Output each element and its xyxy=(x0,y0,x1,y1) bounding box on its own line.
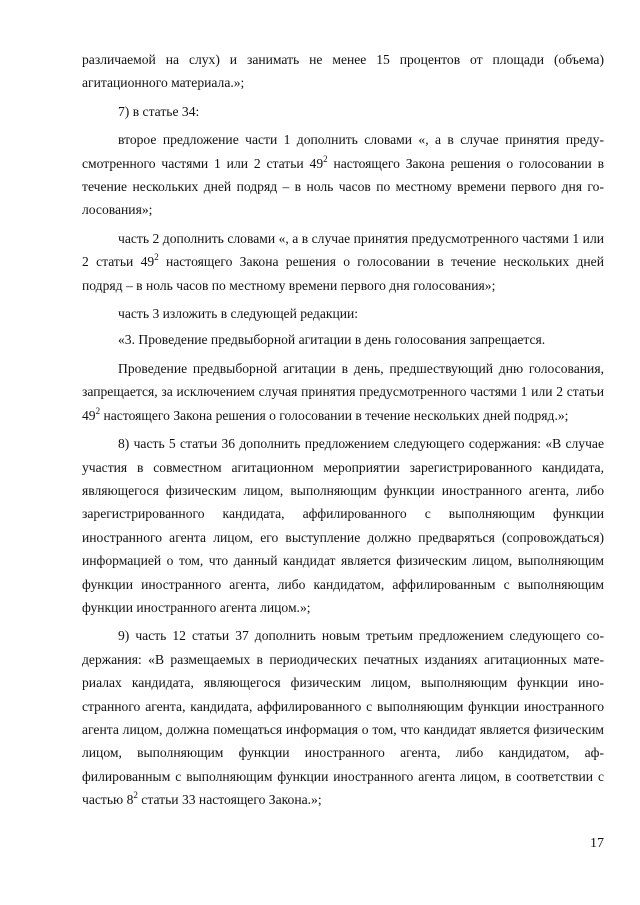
superscript: 2 xyxy=(154,252,159,263)
paragraph-pre-election-day: Проведение предвыборной агитации в день, предшествующий дню голосования, запрещается, за исключением случая принятия предусмотренного частями 1 или 2 статьи $49^2$ настоящего Закона решения о голосовании в течение нескольких дней подряд.»; xyxy=(82,360,604,423)
paragraph-article-37-part-12: 9) часть 12 статьи 37 дополнить новым третьим предложением следующего содержания: «В размещаемых в периодических печатных изданиях агитационных материалах кандидата, являющегося физическим лицом, выполняющим функции иностранного агента, кандидата, аффилированного с выполняющим функции иностранного агента лицом, должна помещаться информация о том, что кандидат является физическим лицом, выполняющим функции иностранного агента, либо кандидатом, аффилированным с выполняющим функции иностранного агента лицом, в соответствии с частью $8^2$ статьи 33 настоящего Закона.»; xyxy=(82,628,604,808)
document-body xyxy=(82,48,604,817)
paragraph-article-34-part-2: часть 2 дополнить словами «, а в случае принятия предусмотренного частями 1 или 2 статьи $49^2$ настоящего Закона решения о голосовании в течение нескольких дней подряд – в ноль часов по местному времени первого дня голосования»; xyxy=(82,230,604,293)
page-number: 17 xyxy=(590,836,604,851)
superscript: 2 xyxy=(95,405,101,416)
paragraph-article-36-part-5: 8) часть 5 статьи 36 дополнить предложением следующего содержания: «В случае участия в совместном агитационном мероприятии зарегистрированного кандидата, являющегося физическим лицом, выполняющим функции иностранного агента, либо зарегистрированного кандидата, аффилированного с выполняющим функции иностранного агента лицом, его выступление должно предваряться (сопровождаться) информацией о том, что данный кандидат является физическим лицом, выполняющим функции иностранного агента, либо кандидатом, аффилированным с выполняющим функции иностранного агента лицом.»; xyxy=(82,436,604,615)
paragraph-part-3-item: «3. Проведение предвыборной агитации в день голосования запрещается. xyxy=(118,332,546,348)
paragraph-article-34-part-3-heading: часть 3 изложить в следующей редакции: xyxy=(118,306,359,322)
superscript: 2 xyxy=(323,153,328,164)
paragraph-article-34-heading: 7) в статье 34: xyxy=(118,103,200,119)
paragraph-agitation-material-end: различаемой на слух) и занимать не менее 15 процентов от площади (объема) агитационного материала.»; xyxy=(82,52,604,91)
paragraph-article-34-part-1: второе предложение части 1 дополнить словами «, а в случае принятия предусмотренного частями 1 или 2 статьи $49^2$ настоящего Закона решения о голосовании в течение нескольких дней подряд – в ноль часов по местному времени первого дня голосования»; xyxy=(82,132,604,218)
superscript: 2 xyxy=(133,790,138,801)
